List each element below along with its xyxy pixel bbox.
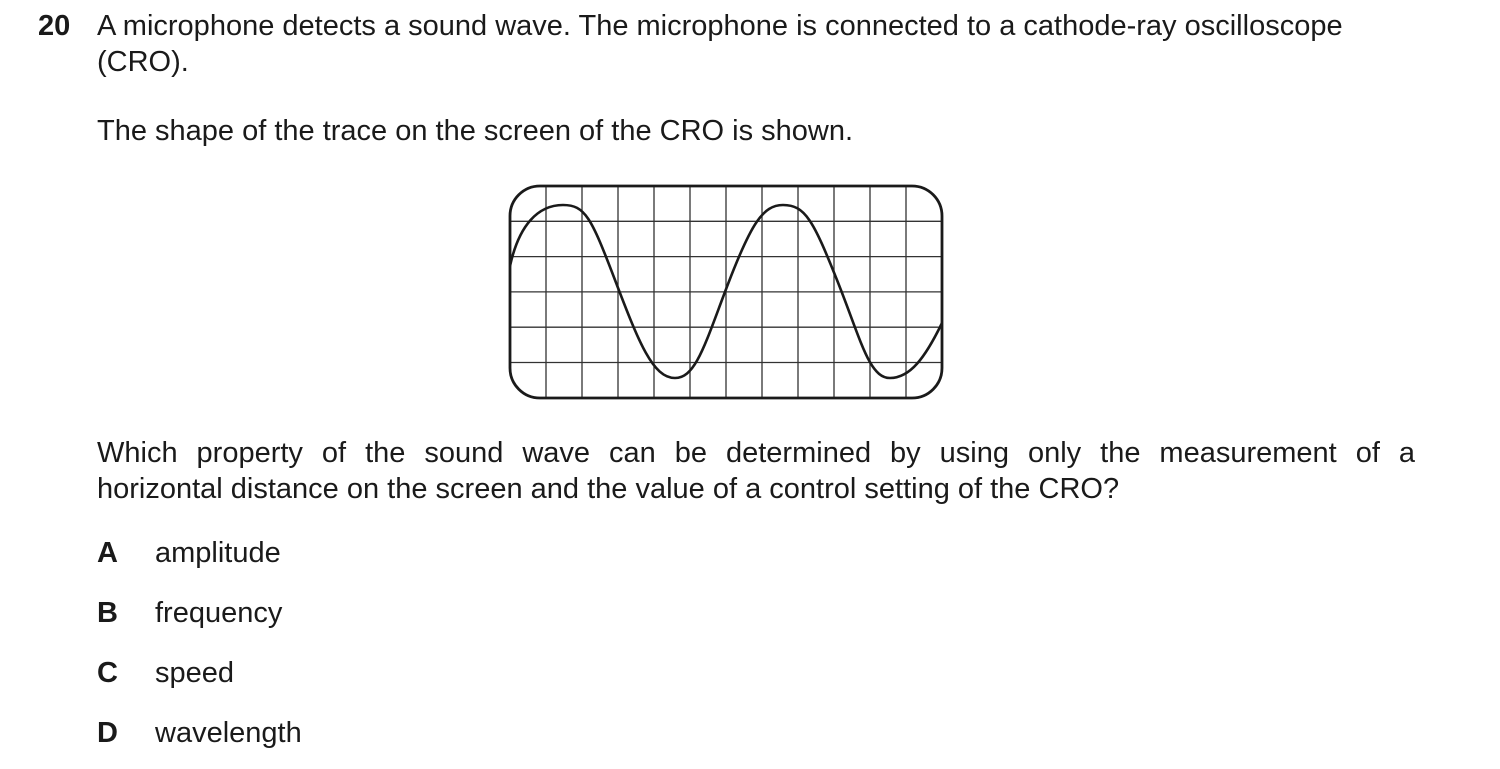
option-b[interactable]: [97, 595, 282, 631]
option-letter: C: [97, 657, 118, 689]
option-c[interactable]: [97, 655, 234, 691]
option-text: frequency: [155, 597, 283, 629]
option-text: amplitude: [155, 537, 281, 569]
question-number: 20: [38, 10, 71, 42]
stem-line-1: A microphone detects a sound wave. The microphone is connected to a cathode-ray oscilloscope: [97, 10, 1343, 42]
stem-line-2: (CRO).: [97, 46, 189, 78]
option-letter: D: [97, 717, 118, 749]
option-text: speed: [155, 657, 235, 689]
question-stem: [97, 8, 1417, 80]
question-prompt: [97, 435, 1415, 507]
prompt-line-1: Which property of the sound wave can be determined by using only the measurement of a: [97, 437, 1415, 469]
cro-screen: [505, 180, 947, 404]
cro-trace-diagram: [505, 180, 947, 404]
option-text: wavelength: [155, 717, 302, 749]
option-letter: B: [97, 597, 118, 629]
prompt-line-2: horizontal distance on the screen and the value of a control setting of the CRO?: [97, 473, 1120, 505]
option-letter: A: [97, 537, 118, 569]
trace-intro: The shape of the trace on the screen of the CRO is shown.: [97, 115, 854, 147]
option-d[interactable]: [97, 715, 302, 751]
option-a[interactable]: [97, 535, 281, 571]
